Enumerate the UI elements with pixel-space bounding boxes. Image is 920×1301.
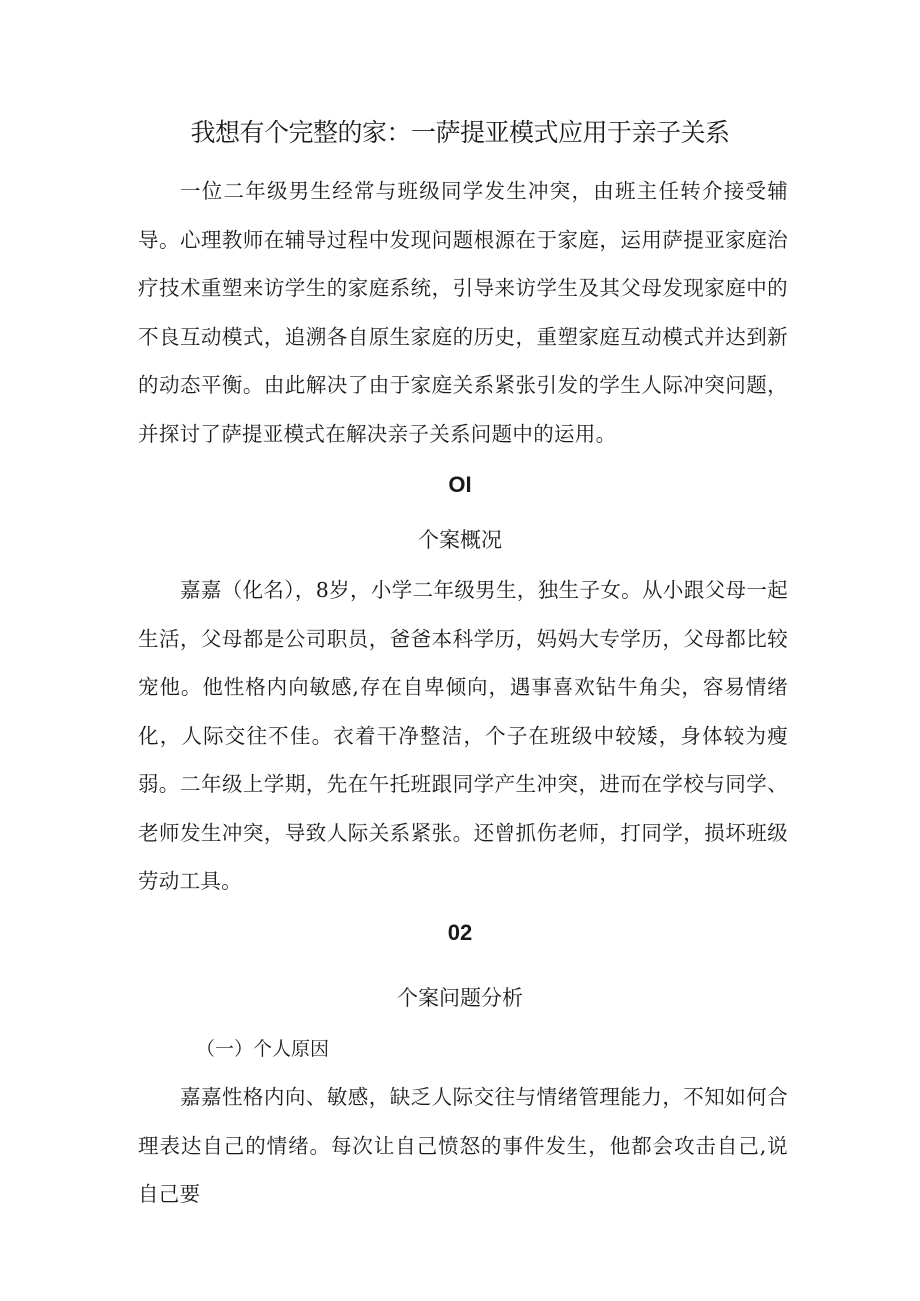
section-2-number: 02: [447, 920, 473, 945]
section-1-paragraph-2: 二年级上学期，先在午托班跟同学产生冲突，进而在学校与同学、老师发生冲突，导致人际关系紧张。还曾抓伤老师，打同学，损坏班级劳动工具。: [138, 772, 788, 893]
section-1-paragraph-1: 嘉嘉（化名），8岁，小学二年级男生，独生子女。从小跟父母一起生活，父母都是公司职员，爸爸本科学历，妈妈大专学历，父母都比较宠他。他性格内向敏感,存在自卑倾向，遇事喜欢钻牛角尖，容易情绪化，人际交往不佳。衣着干净整洁，个子在班级中较矮，身体较为瘦弱。: [138, 578, 788, 796]
section-2-title: 个案问题分析: [397, 986, 523, 1010]
section-1-number: OI: [448, 472, 472, 497]
section-2-paragraph-1: 嘉嘉性格内向、敏感，缺乏人际交往与情绪管理能力，不知如何合理表达自己的情绪。每次让自己愤怒的事件发生，他都会攻击自己,说自己要: [138, 1085, 788, 1206]
section-2-subheading: （一）个人原因: [196, 1038, 330, 1060]
section-1-title: 个案概况: [418, 528, 502, 552]
abstract-paragraph: 一位二年级男生经常与班级同学发生冲突，由班主任转介接受辅导。心理教师在辅导过程中发现问题根源在于家庭，运用萨提亚家庭治疗技术重塑来访学生的家庭系统，引导来访学生及其父母发现家庭中的不良互动模式，追溯各自原生家庭的历史，重塑家庭互动模式并达到新的动态平衡。由此解决了由于家庭关系紧张引发的学生人际冲突问题，并探讨了萨提亚模式在解决亲子关系问题中的运用。: [138, 179, 788, 446]
document-title: 我想有个完整的家：一萨提亚模式应用于亲子关系: [190, 118, 730, 147]
